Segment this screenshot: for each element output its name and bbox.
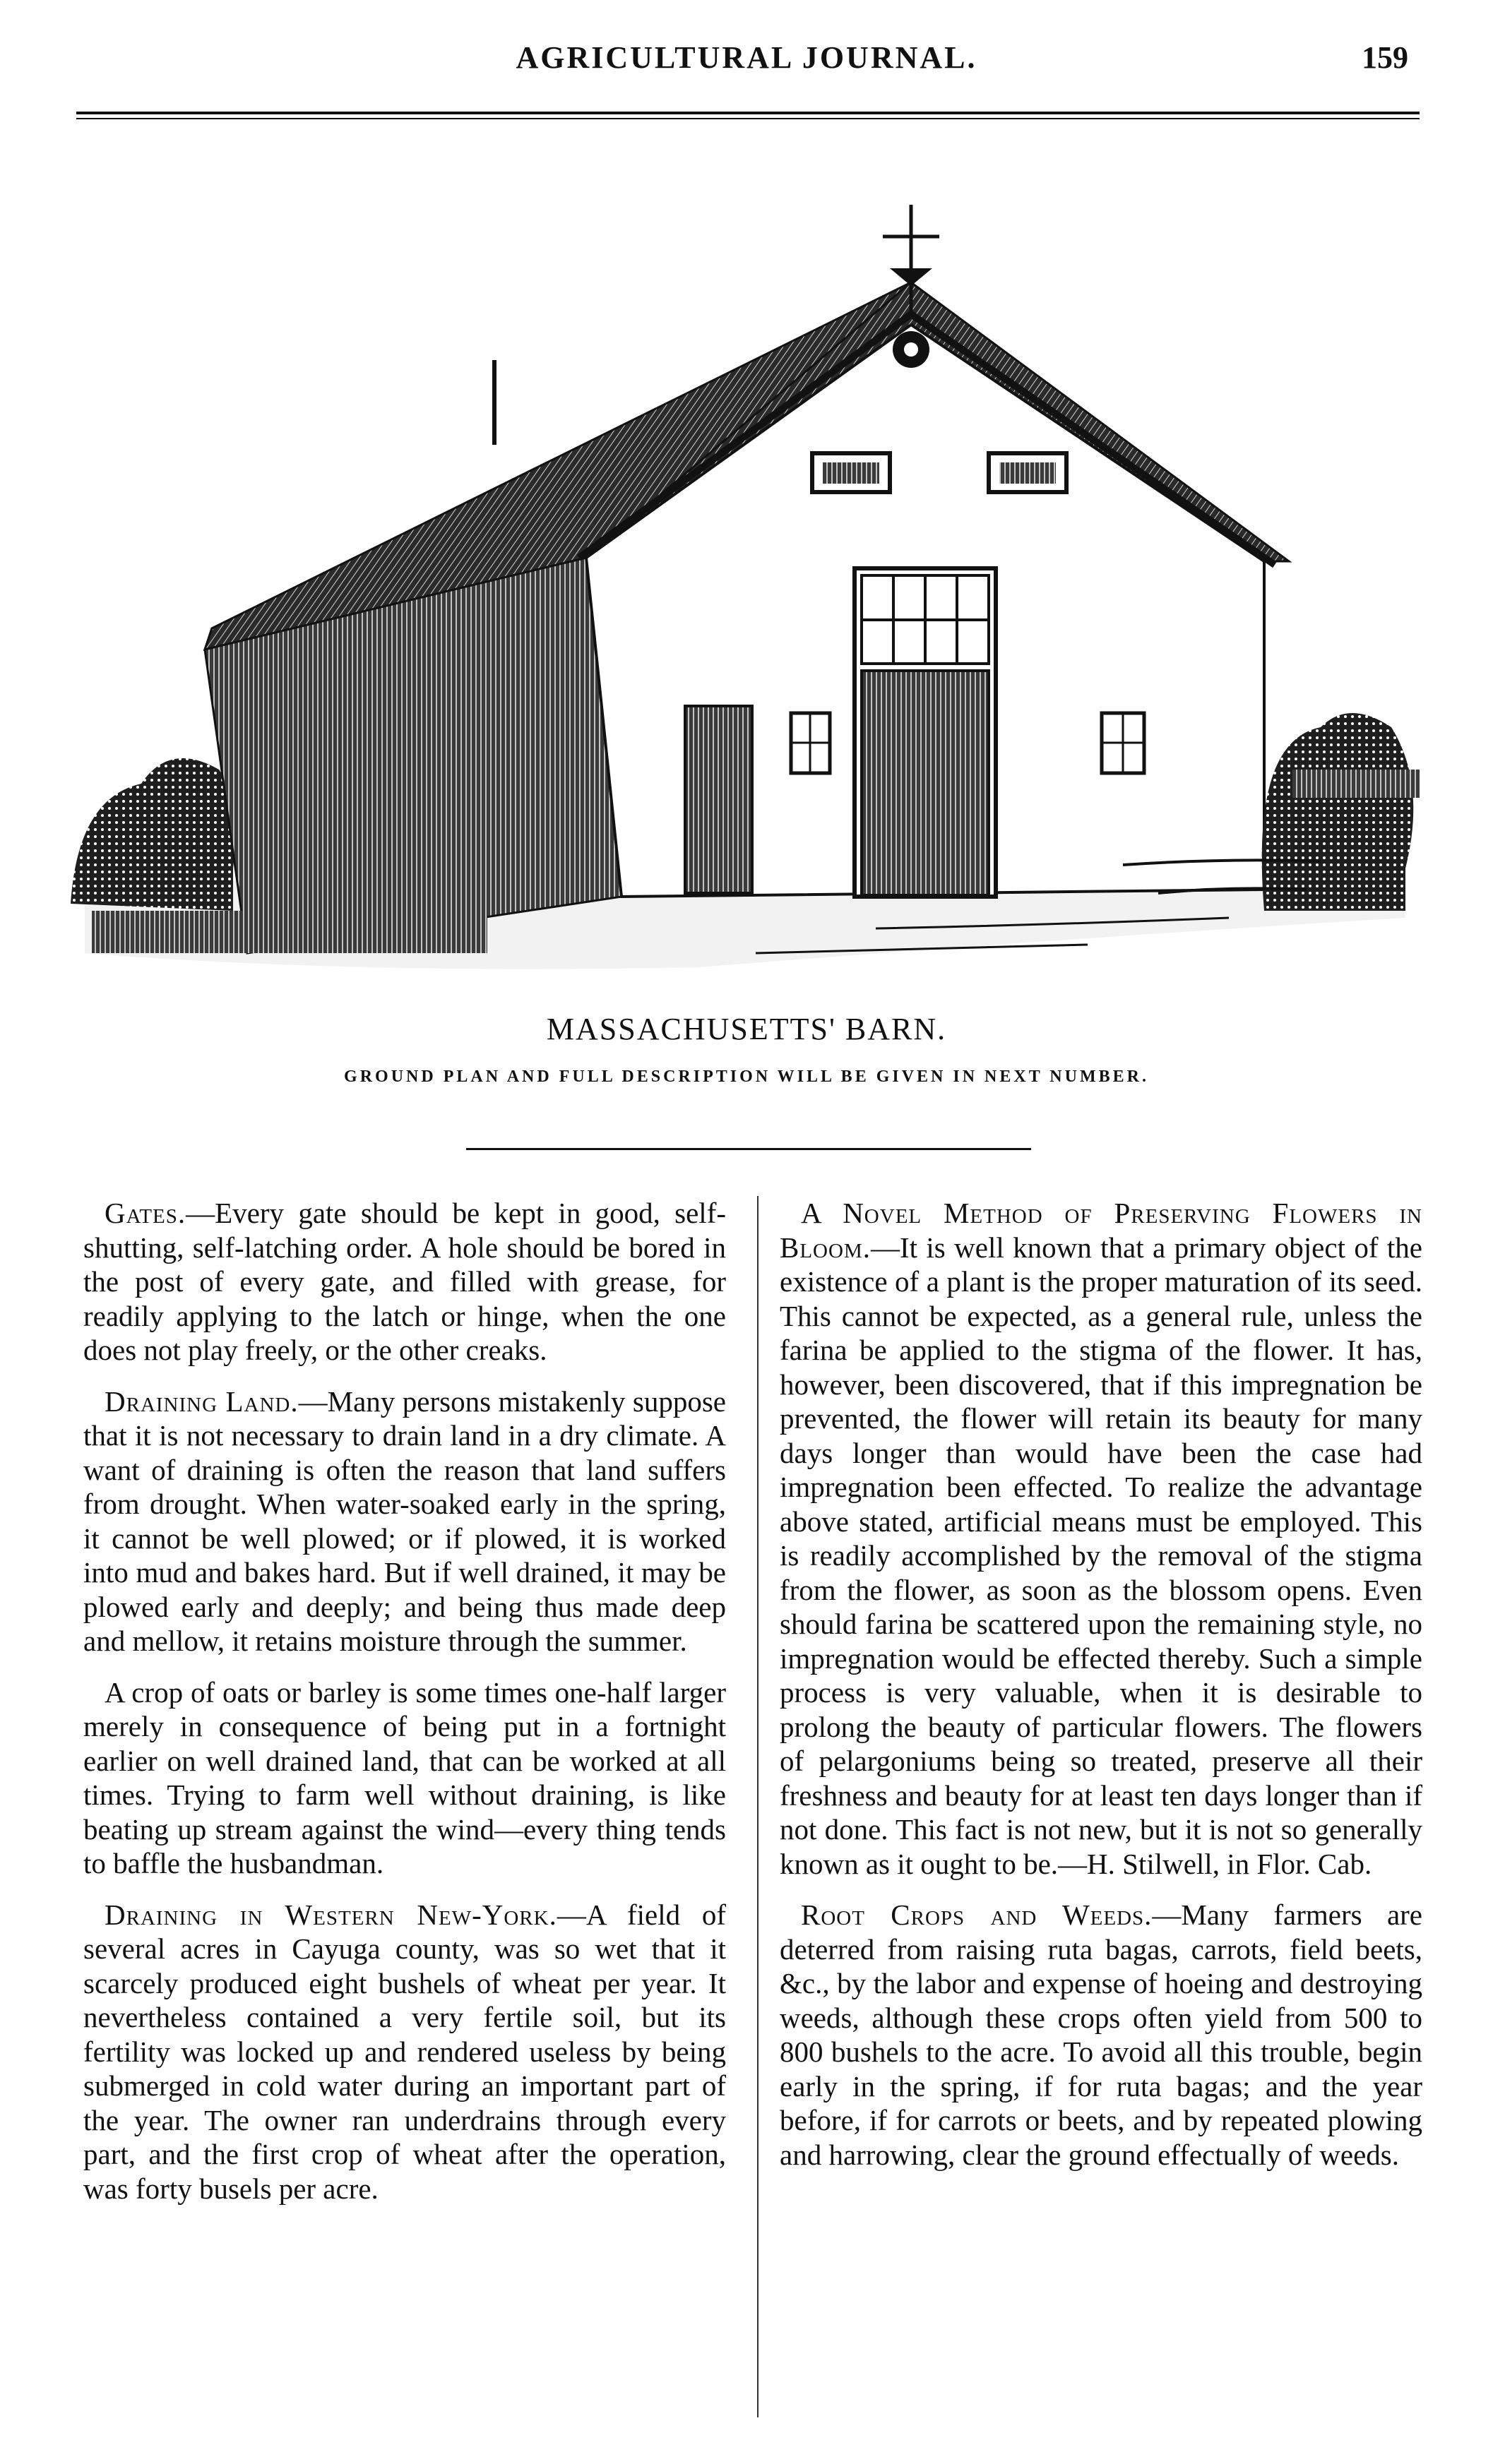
article-heading: Draining in Western New-York.: [105, 1898, 557, 1931]
article-body: A crop of oats or barley is some times one-half larger merely in consequence of being put in a fortnight earlier on well drained land, that can be worked at all times. Trying to farm well without draining, is like beating up stream against the wind—every thing tends to baffle the husbandman.: [83, 1675, 726, 1879]
section-divider: [466, 1148, 1031, 1150]
article-heading: A Novel Method of Preserving Flowers in Bloom.: [780, 1197, 1422, 1264]
article-draining-western-ny: [83, 1898, 726, 2206]
article-heading: Draining Land.: [105, 1384, 299, 1418]
article-body: —It is well known that a primary object of the existence of a plant is the proper maturation of its seed. This cannot be expected, as a general rule, unless the farina be applied to the stigma of the flower. It has, however, been discovered, that if this impregnation be prevented, the flower will retain its beauty for many days longer than would have been the case had impregnation been effected. To realize the advantage above stated, artificial means must be employed. This is readily accomplished by the removal of the stigma from the flower, as soon as the blossom opens. Even should farina be scattered upon the remaining style, no impregnation would be effected thereby. Such a simple process is very valuable, when it is desirable to prolong the beauty of particular flowers. The flowers of pelargoniums being so treated, preserve all their freshness and beauty for at least ten days longer than if not done. This fact is not new, but it is not so generally known as it ought to be.—H. Stilwell, in Flor. Cab.: [780, 1231, 1422, 1880]
article-body: —Many farmers are deterred from raising ruta bagas, carrots, field beets, &c., by the labor and expense of hoeing and destroying weeds, although these crops often yield from 500 to 800 bushels to the acre. To avoid all this trouble, begin early in the spring, if for ruta bagas; and the year before, if for carrots or beets, and by repeated plowing and harrowing, clear the ground effectually of weeds.: [780, 1898, 1422, 2171]
header-rule: [76, 112, 1420, 119]
article-oats-barley: [83, 1675, 726, 1881]
article-root-crops: [780, 1898, 1422, 2172]
figure-subcaption: GROUND PLAN AND FULL DESCRIPTION WILL BE GIVEN IN NEXT NUMBER.: [344, 1067, 1149, 1086]
article-body: —Every gate should be kept in good, self-shutting, self-latching order. A hole should be bored in the post of every gate, and filled with grease, for readily applying to the latch or hinge, when the one does not play freely, or the other creaks.: [83, 1197, 726, 1366]
article-body: —Many persons mistakenly suppose that it is not necessary to drain land in a dry climate. A want of draining is often the reason that land suffers from drought. When water-soaked early in the spring, it cannot be well plowed; or if plowed, it is worked into mud and bakes hard. But if well drained, it may be plowed early and deeply; and being thus made deep and mellow, it retains moisture through the summer.: [83, 1384, 726, 1657]
article-draining-land: [83, 1384, 726, 1658]
article-heading: Root Crops and Weeds.: [801, 1898, 1153, 1931]
article-gates: [83, 1196, 726, 1368]
barn-illustration: [64, 162, 1427, 995]
page-number: 159: [1362, 40, 1408, 75]
left-column: [83, 1196, 726, 2223]
journal-title: AGRICULTURAL JOURNAL.: [516, 40, 977, 75]
article-preserving-flowers: [780, 1196, 1422, 1881]
article-body: —A field of several acres in Cayuga county, was so wet that it scarcely produced eight bushels of wheat per year. It nevertheless contained a very fertile soil, but its fertility was locked up and rendered useless by being submerged in cold water during an important part of the year. The owner ran underdrains through every part, and the first crop of wheat after the operation, was forty busels per acre.: [83, 1898, 726, 2205]
figure-caption: MASSACHUSETTS' BARN.: [546, 1012, 947, 1046]
article-heading: Gates.: [105, 1197, 186, 1229]
column-rule: [757, 1196, 759, 2417]
right-column: [780, 1196, 1422, 2189]
running-header: [0, 40, 1493, 82]
